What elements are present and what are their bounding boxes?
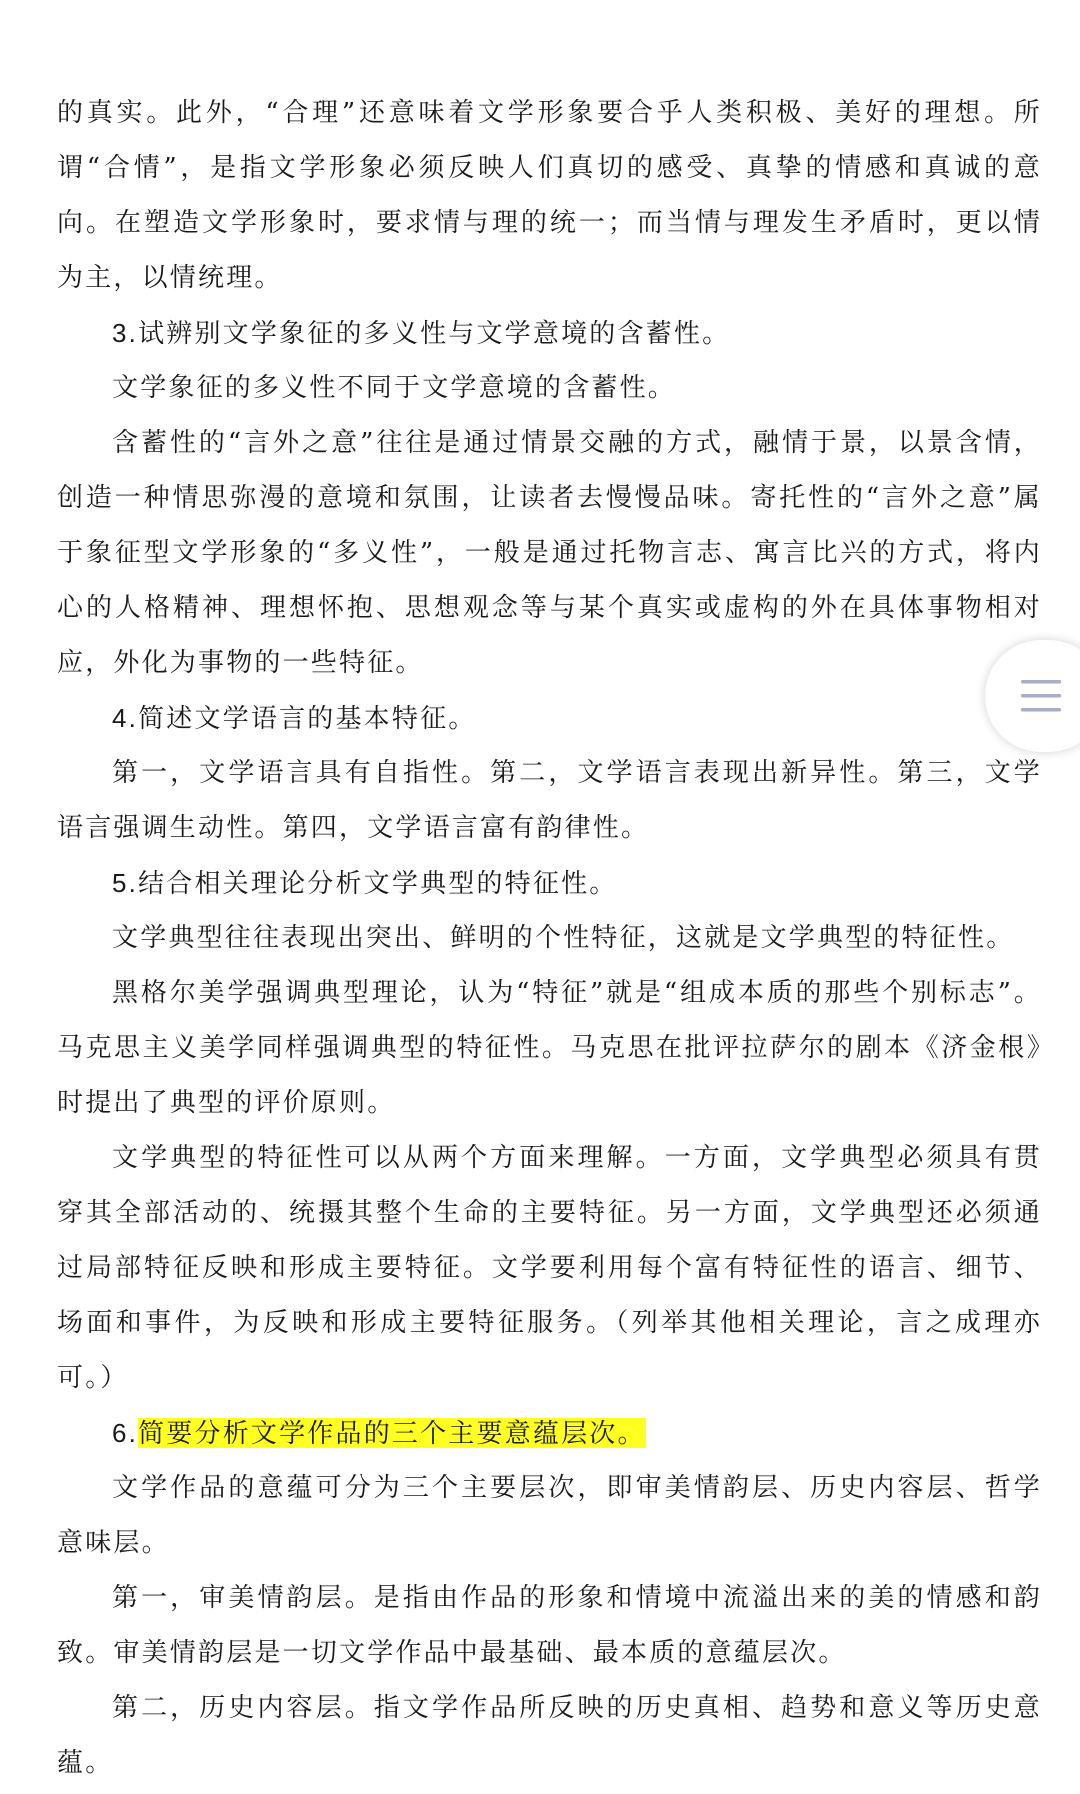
question-5: 5.结合相关理论分析文学典型的特征性。 bbox=[112, 868, 618, 898]
document-body bbox=[57, 86, 1042, 1791]
answer-6-layer-1: 第一，审美情韵层。是指由作品的形象和情境中流溢出来的美的情感和韵致。审美情韵层是一切文学作品中最基础、最本质的意蕴层次。 bbox=[57, 1583, 1042, 1668]
question-4: 4.简述文学语言的基本特征。 bbox=[112, 703, 477, 733]
paragraph-continuation: 的真实。此外，“合理”还意味着文学形象要合乎人类积极、美好的理想。所谓“合情”，是指文学形象必须反映人们真切的感受、真挚的情感和真诚的意向。在塑造文学形象时，要求情与理的统一；而当情与理发生矛盾时，更以情为主，以情统理。 bbox=[57, 98, 1042, 293]
answer-6-layer-2: 第二，历史内容层。指文学作品所反映的历史真相、趋势和意义等历史意蕴。 bbox=[57, 1693, 1042, 1778]
answer-6-summary: 文学作品的意蕴可分为三个主要层次，即审美情韵层、历史内容层、哲学意味层。 bbox=[57, 1473, 1042, 1558]
answer-4: 第一，文学语言具有自指性。第二，文学语言表现出新异性。第三，文学语言强调生动性。第四，文学语言富有韵律性。 bbox=[57, 758, 1042, 843]
question-3: 3.试辨别文学象征的多义性与文学意境的含蓄性。 bbox=[112, 318, 731, 348]
answer-5-summary: 文学典型往往表现出突出、鲜明的个性特征，这就是文学典型的特征性。 bbox=[112, 923, 1015, 953]
question-6-highlighted-text: 简要分析文学作品的三个主要意蕴层次。 bbox=[138, 1418, 646, 1448]
question-6 bbox=[57, 1406, 1042, 1461]
question-6-number: 6. bbox=[112, 1418, 139, 1448]
answer-3-summary: 文学象征的多义性不同于文学意境的含蓄性。 bbox=[112, 373, 677, 403]
answer-3-detail: 含蓄性的“言外之意”往往是通过情景交融的方式，融情于景，以景含情，创造一种情思弥漫的意境和氛围，让读者去慢慢品味。寄托性的“言外之意”属于象征型文学形象的“多义性”，一般是通过托物言志、寓言比兴的方式，将内心的人格精神、理想怀抱、思想观念等与某个真实或虚构的外在具体事物相对应，外化为事物的一些特征。 bbox=[57, 428, 1042, 678]
answer-5-detail: 文学典型的特征性可以从两个方面来理解。一方面，文学典型必须具有贯穿其全部活动的、统摄其整个生命的主要特征。另一方面，文学典型还必须通过局部特征反映和形成主要特征。文学要利用每个富有特征性的语言、细节、场面和事件，为反映和形成主要特征服务。（列举其他相关理论，言之成理亦可。） bbox=[57, 1143, 1042, 1393]
hamburger-menu-icon bbox=[1021, 676, 1061, 716]
answer-5-theory: 黑格尔美学强调典型理论，认为“特征”就是“组成本质的那些个别标志”。马克思主义美学同样强调典型的特征性。马克思在批评拉萨尔的剧本《济金根》时提出了典型的评价原则。 bbox=[57, 978, 1042, 1118]
